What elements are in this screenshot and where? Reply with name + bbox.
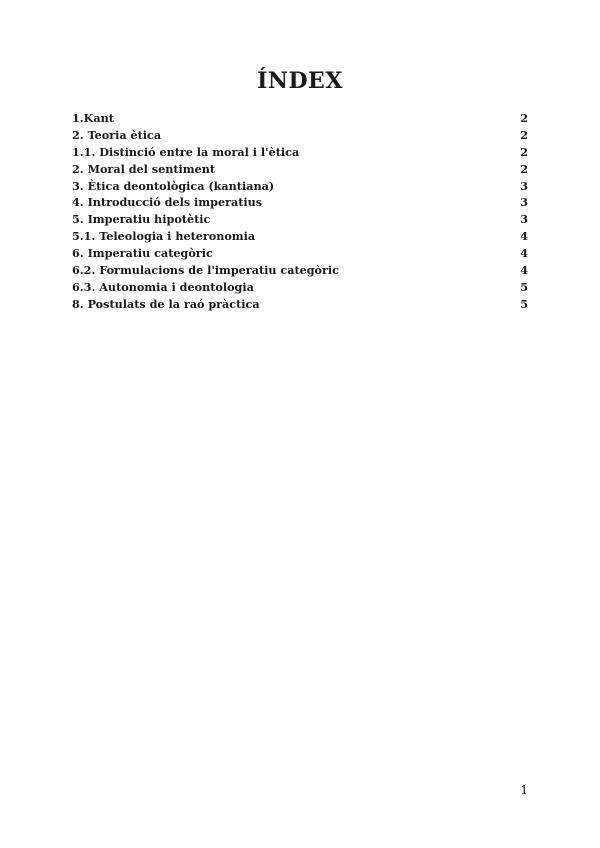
toc-entry[interactable] [72, 262, 528, 279]
toc-entry[interactable] [72, 178, 528, 195]
toc-entry[interactable] [72, 296, 528, 313]
toc-entry-page: 4 [520, 229, 528, 244]
toc-entry-label: 2. Moral del sentiment [72, 161, 216, 176]
toc-entry[interactable] [72, 161, 528, 178]
toc-entry-label: 6. Imperatiu categòric [72, 246, 213, 261]
toc-entry-page: 5 [520, 279, 528, 294]
toc-entry[interactable] [72, 110, 528, 127]
toc-entry-page: 2 [520, 144, 528, 159]
toc-entry-label: 1.Kant [72, 111, 114, 125]
toc-entry[interactable] [72, 127, 528, 144]
toc-entry[interactable] [72, 194, 528, 211]
toc-entry-page: 2 [520, 161, 528, 176]
toc-entry-page: 3 [520, 212, 528, 227]
toc-entry-page: 2 [520, 127, 528, 142]
toc-entry[interactable] [72, 228, 528, 245]
toc-entry-label: 6.3. Autonomia i deontologia [72, 279, 254, 294]
page-number: 1 [520, 783, 528, 797]
toc-entry-label: 6.2. Formulacions de l'imperatiu categòric [72, 263, 339, 278]
toc-entry-label: 5. Imperatiu hipotètic [72, 212, 211, 227]
toc-entry[interactable] [72, 245, 528, 262]
toc-entry-page: 5 [520, 296, 528, 311]
toc-entry[interactable] [72, 211, 528, 228]
page-title: ÍNDEX [257, 68, 343, 94]
toc-entry-label: 8. Postulats de la raó pràctica [72, 296, 260, 311]
table-of-contents [72, 110, 528, 313]
toc-entry-page: 4 [520, 246, 528, 261]
toc-entry[interactable] [72, 144, 528, 161]
toc-entry-label: 5.1. Teleologia i heteronomia [72, 229, 256, 244]
toc-entry-page: 4 [520, 263, 528, 278]
toc-entry-label: 3. Ètica deontològica (kantiana) [72, 178, 275, 193]
toc-entry[interactable] [72, 279, 528, 296]
toc-entry-label: 1.1. Distinció entre la moral i l'ètica [72, 144, 300, 159]
toc-entry-label: 2. Teoria ètica [72, 127, 162, 142]
toc-entry-page: 3 [520, 178, 528, 193]
toc-entry-page: 2 [520, 111, 528, 125]
toc-entry-label: 4. Introducció dels imperatius [72, 195, 263, 210]
toc-entry-page: 3 [520, 195, 528, 210]
